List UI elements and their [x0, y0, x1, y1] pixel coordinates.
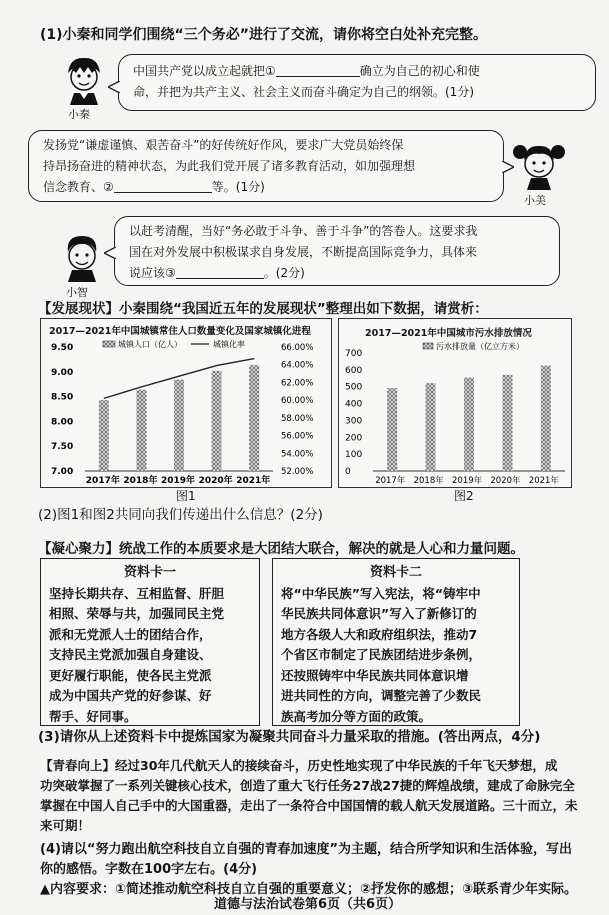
card1-line-3: 派和无党派人士的团结合作， — [49, 626, 212, 642]
chart-1-title: 2017—2021年中国城镇常住人口数量变化及国家城镇化进程 — [49, 326, 311, 337]
chart-2-title: 2017—2021年中国城市污水排放情况 — [365, 328, 532, 339]
card-1-title: 资料卡一 — [123, 565, 176, 580]
chart-1-y2-tick: 56.00% — [281, 431, 314, 442]
chart-2-bar — [464, 378, 474, 471]
card2-line-1: 将“中华民族”写入宪法，将“铸牢中 — [281, 585, 481, 601]
xiaoqin-line1b: 确立为自己的初心和使 — [359, 64, 480, 78]
chart-2-x-tick: 2021年 — [528, 476, 559, 486]
chart-1-bar — [249, 365, 259, 471]
page-footer: 道德与法治试卷第6页（共6页） — [214, 897, 402, 912]
chart-1-x-tick: 2017年 — [85, 476, 120, 486]
chart-2-bar — [426, 383, 436, 471]
xiaozhi-bubble — [114, 216, 560, 286]
figure-2-caption: 图2 — [454, 489, 474, 503]
chart-2-bar — [387, 388, 397, 471]
card2-line-2: 华民族共同体意识”写入了新修订的 — [281, 606, 477, 621]
chart-2-x-tick: 2018年 — [413, 476, 444, 486]
xiaomei-line1: 发扬党“谦虚谨慎、艰苦奋斗”的好传统好作风，要求广大党员始终保 — [43, 138, 404, 152]
chart-1-bar — [136, 390, 146, 471]
chart-1-y-tick: 9.00 — [51, 367, 74, 378]
chart-1-bar — [174, 380, 184, 471]
chart-1-y-tick: 7.00 — [51, 467, 74, 477]
chart-2-legend-swatch — [423, 343, 433, 349]
chart-1-x-tick: 2021年 — [236, 476, 271, 486]
chart-2-y-tick: 200 — [345, 433, 363, 444]
chart-1-bar — [212, 371, 222, 471]
chart-1-x-tick: 2019年 — [161, 476, 196, 486]
xiaomei-name: 小美 — [524, 194, 546, 207]
card-2-body — [281, 584, 511, 728]
chart-1-y-tick: 9.50 — [51, 343, 74, 353]
xiaozhi-line2: 国在对外发展中积极谋求自身发展，不断提高国际竞争力，具体来 — [129, 245, 478, 259]
xiaoqin-bubble — [118, 54, 596, 111]
section-cohesion-tag: 【凝心聚力】 — [38, 541, 119, 557]
section-youth-tag: 【青春向上】 — [40, 758, 116, 773]
boy-avatar-icon — [62, 55, 106, 105]
chart-2-y-tick: 0 — [345, 467, 351, 477]
card2-line-5: 还按照铸牢中华民族共同体意识增 — [281, 667, 469, 683]
q2-question: (2)图1和图2共同向我们传递出什么信息？(2分) — [38, 507, 323, 523]
section-youth-line-4: 来可期！ — [40, 818, 91, 833]
section-youth-line-3: 掌握在中国人自己手中的大国重器，走出了一条符合中国国情的载人航天发展道路。三十而立，未 — [40, 798, 578, 813]
card1-line-6: 成为中国共产党的好参谋、好 — [49, 688, 212, 703]
section-cohesion — [38, 540, 524, 558]
section-develop-text: 小秦围绕“我国近五年的发展现状”整理出如下数据，请赏析： — [119, 301, 488, 317]
chart-1-y2-tick: 62.00% — [281, 378, 314, 389]
xiaozhi-line1: 以赶考清醒，当好“务必敢于斗争、善于斗争”的答卷人。这要求我 — [129, 224, 478, 238]
chart-1-legend-bar: 城镇人口（亿人） — [118, 340, 182, 349]
card-2-title: 资料卡二 — [369, 565, 422, 580]
card2-line-4: 个省区市制定了民族团结进步条例， — [281, 647, 482, 662]
q4-line-2: 你的感悟。字数在100字左右。(4分) — [40, 862, 258, 877]
girl-avatar-icon — [512, 140, 566, 190]
bubble-tail-icon — [108, 78, 120, 90]
chart-2-legend: 污水排放量（亿立方米） — [436, 342, 524, 351]
chart-1 — [40, 318, 332, 488]
chart-1-y2-tick: 64.00% — [281, 360, 314, 371]
chart-2-y-tick: 700 — [345, 349, 363, 359]
chart-2-y-tick: 100 — [345, 450, 363, 461]
section-develop — [38, 300, 488, 318]
chart-1-y-tick: 8.50 — [51, 392, 74, 403]
chart-2-bar — [541, 366, 551, 471]
section-youth-line-1: 经过30年几代航天人的接续奋斗，历史性地实现了中华民族的千年飞天梦想，成 — [115, 758, 558, 773]
q3-question: (3)请你从上述资料卡中提炼国家为凝聚共同奋斗力量采取的措施。(答出两点，4分) — [38, 729, 541, 745]
boy-avatar-icon — [60, 232, 104, 282]
xiaozhi-line3a: 说应该③ — [129, 266, 176, 280]
chart-2-x-tick: 2017年 — [375, 476, 406, 486]
chart-2-x-tick: 2019年 — [452, 476, 483, 486]
card1-line-1: 坚持长期共存、互相监督、肝胆 — [49, 585, 225, 601]
xiaomei-line3b: 等。(1分) — [211, 180, 265, 194]
chart-1-x-tick: 2020年 — [198, 476, 233, 486]
chart-1-y2-tick: 58.00% — [281, 413, 314, 424]
chart-1-bar — [99, 400, 109, 471]
chart-2-bar — [502, 375, 512, 471]
chart-2-y-tick: 400 — [345, 399, 363, 410]
xiaoqin-line1a: 中国共产党以成立起就把① — [133, 64, 276, 78]
section-cohesion-text: 统战工作的本质要求是大团结大联合，解决的就是人心和力量问题。 — [119, 541, 524, 557]
bubble-tail-icon — [104, 244, 116, 256]
chart-2-y-tick: 600 — [345, 365, 363, 376]
card1-line-5: 更好履行职能，使各民主党派 — [49, 667, 212, 683]
chart-1-svg — [41, 319, 331, 487]
chart-1-y2-tick: 60.00% — [281, 396, 314, 407]
chart-1-y2-tick: 54.00% — [281, 449, 314, 460]
q4 — [40, 840, 600, 900]
chart-1-legend-line: 城镇化率 — [213, 340, 245, 349]
xiaozhi-line3b: 。(2分) — [263, 266, 305, 280]
answer-blank-2[interactable] — [114, 178, 212, 193]
chart-1-y2-tick: 66.00% — [281, 343, 314, 353]
card2-line-6: 进共同性的方向，调整完善了少数民 — [281, 688, 482, 703]
chart-1-y2-tick: 52.00% — [281, 467, 314, 477]
card1-line-2: 相照、荣辱与共，加强同民主党 — [49, 606, 225, 621]
chart-2 — [338, 318, 572, 488]
answer-blank-1[interactable] — [276, 62, 360, 77]
section-develop-tag: 【发展现状】 — [38, 301, 119, 317]
chart-1-y-tick: 8.00 — [51, 417, 74, 428]
chart-1-y-tick: 7.50 — [51, 442, 74, 453]
xiaoqin-line2: 命，并把为共产主义、社会主义而奋斗确定为自己的纲领。(1分) — [133, 85, 475, 99]
chart-1-legend-bar-swatch — [103, 341, 115, 347]
section-youth — [40, 756, 600, 836]
card-1-body — [49, 584, 251, 728]
card-1 — [40, 558, 260, 726]
card1-line-7: 帮手、好同事。 — [49, 708, 137, 724]
chart-2-svg — [339, 319, 571, 487]
xiaomei-line3a: 信念教育、② — [43, 180, 114, 194]
q4-line-1: (4)请以“努力跑出航空科技自立自强的青春加速度”为主题，结合所学知识和生活体验，写出 — [40, 842, 573, 857]
figure-1-caption: 图1 — [176, 489, 196, 503]
q4-requirements: ▲内容要求：①简述推动航空科技自立自强的重要意义；②抒发你的感想；③联系青少年实际。 — [40, 882, 578, 897]
section-youth-line-2: 功突破掌握了一系列关键核心技术，创造了重大飞行任务27战27捷的辉煌战绩，建成了命脉完全 — [40, 778, 575, 793]
chart-2-y-tick: 500 — [345, 382, 363, 393]
card2-line-7: 族高考加分等方面的政策。 — [281, 708, 432, 724]
q1-intro: (1)小秦和同学们围绕“三个务必”进行了交流，请你将空白处补充完整。 — [40, 27, 487, 43]
answer-blank-3[interactable] — [176, 264, 264, 279]
xiaomei-line2: 持昂扬奋进的精神状态，为此我们党开展了诸多教育活动，如加强理想 — [43, 159, 416, 173]
card2-line-3: 地方各级人大和政府组织法，推动7 — [281, 626, 478, 642]
chart-2-y-tick: 300 — [345, 416, 363, 427]
card-2 — [272, 558, 520, 726]
card1-line-4: 支持民主党派加强自身建设、 — [49, 647, 212, 662]
chart-2-x-tick: 2020年 — [490, 476, 521, 486]
xiaomei-bubble — [28, 130, 504, 202]
xiaozhi-name: 小智 — [66, 286, 88, 299]
xiaoqin-name: 小秦 — [68, 108, 90, 121]
chart-1-x-tick: 2018年 — [123, 476, 158, 486]
